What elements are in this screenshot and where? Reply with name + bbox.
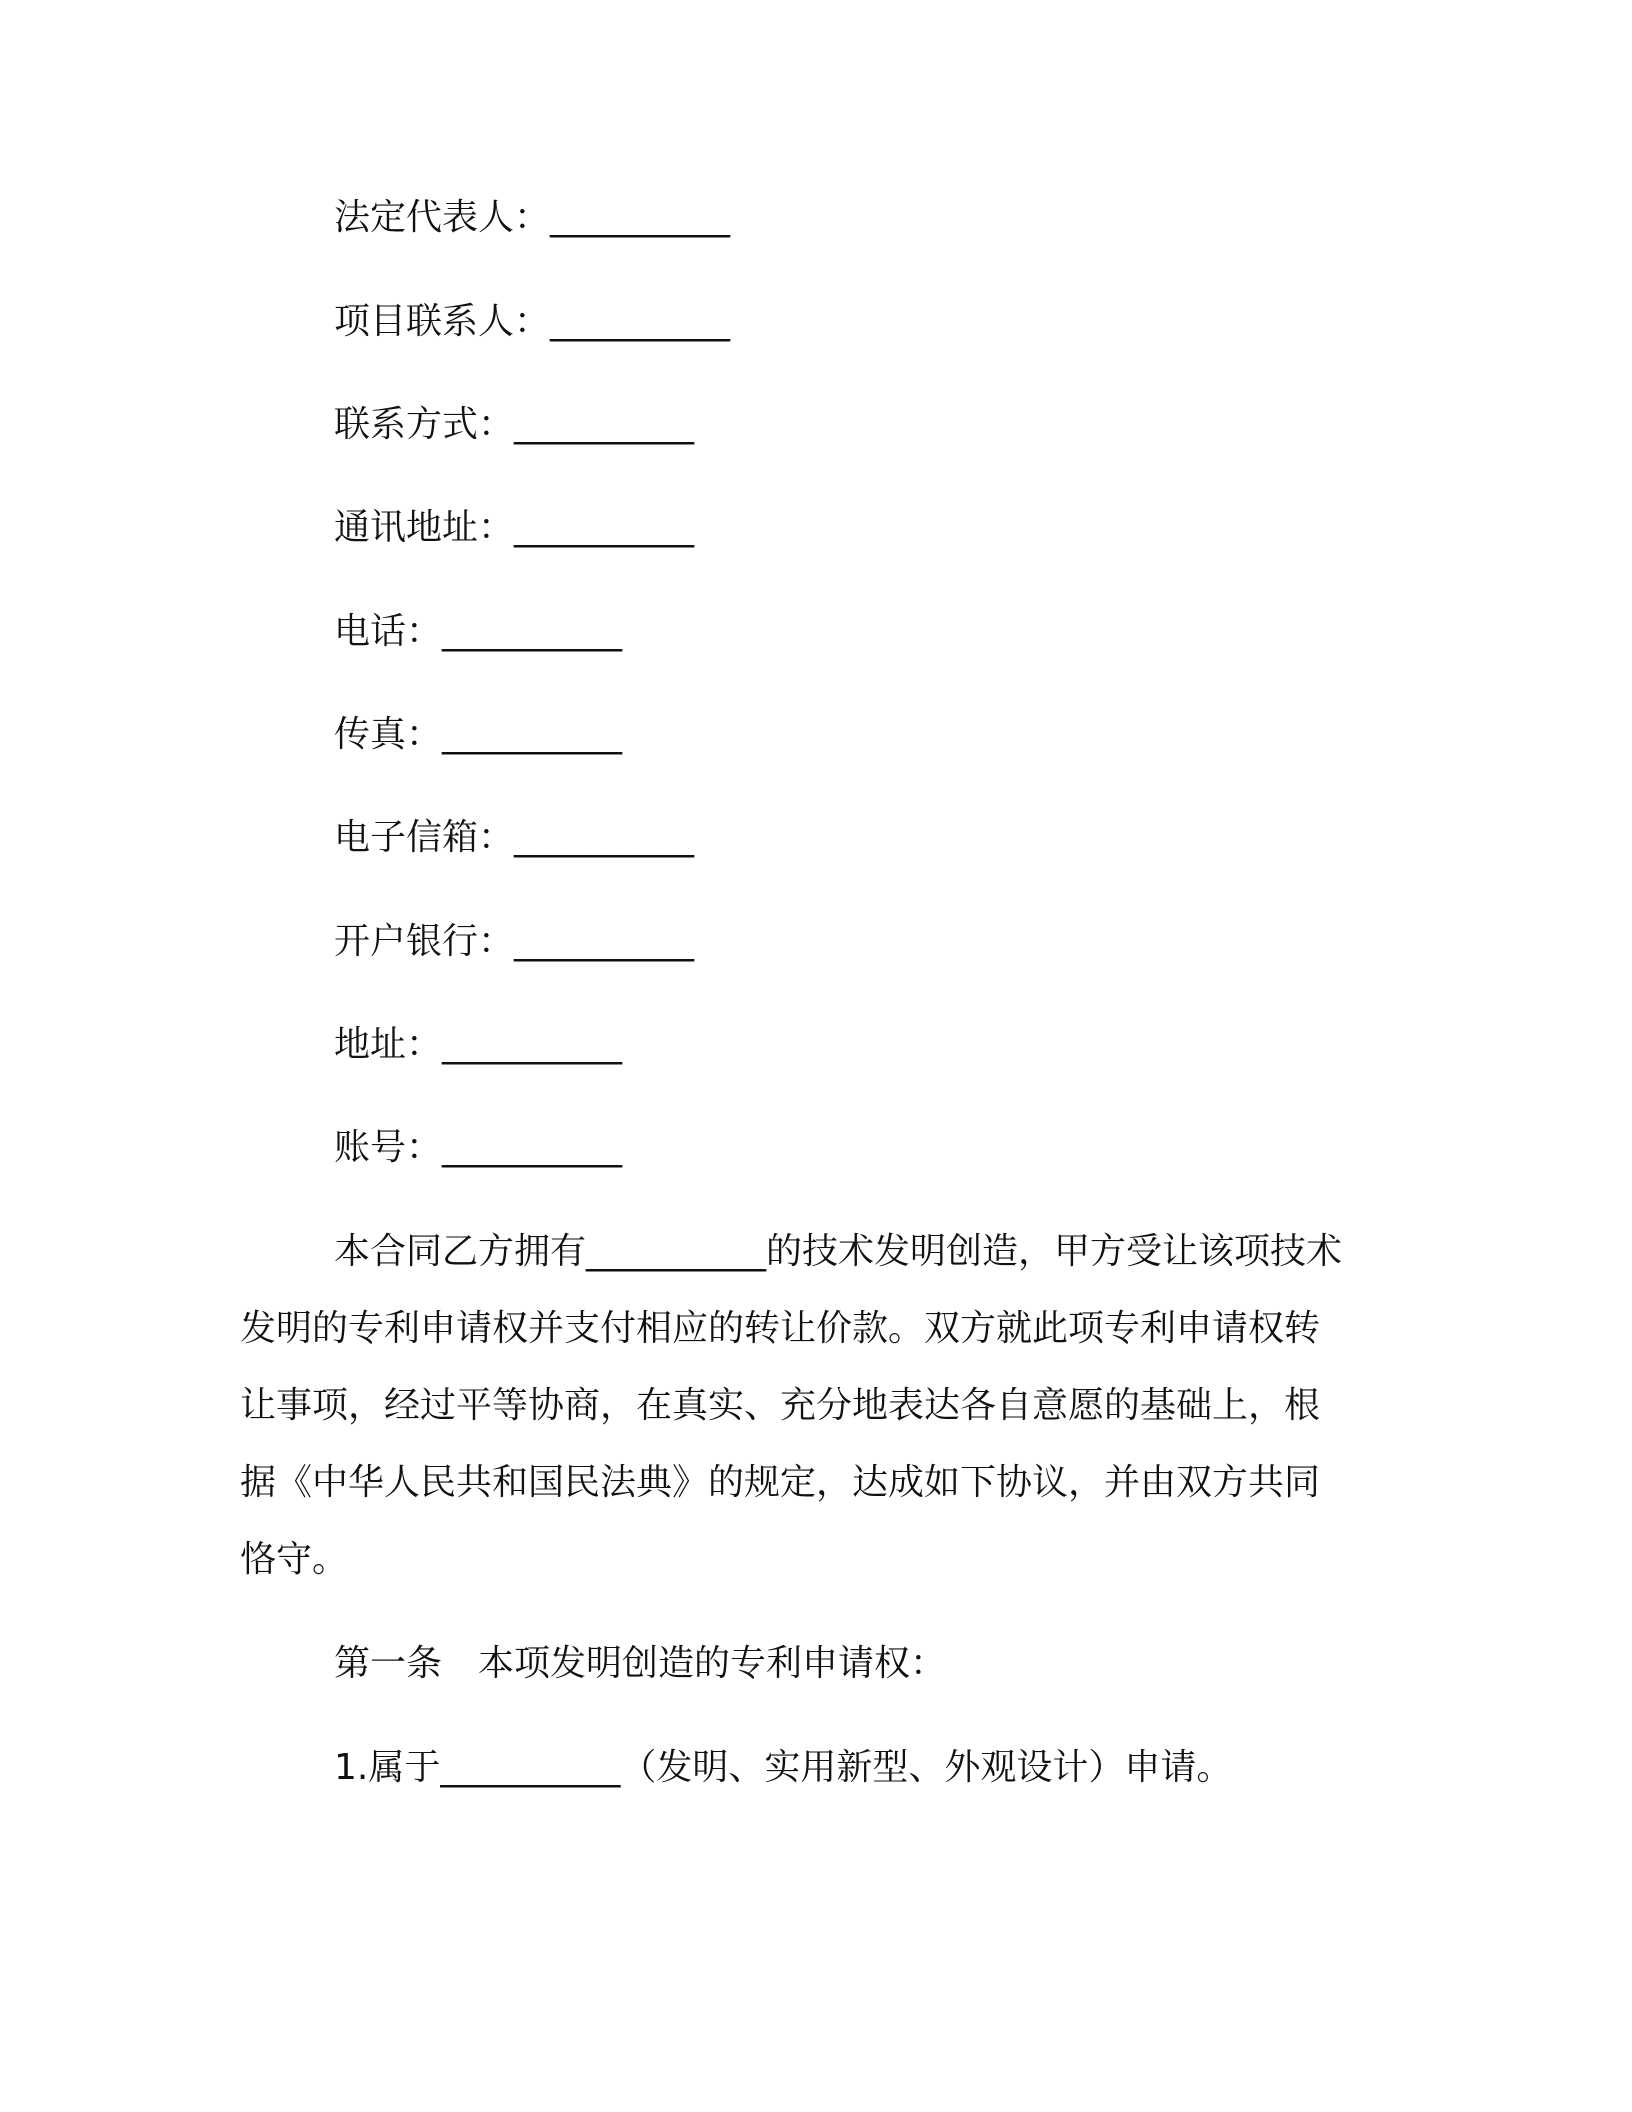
field-blank: __________ [514,404,695,445]
field-label: 通讯地址： [334,507,515,548]
field-blank: __________ [514,817,695,858]
field-label: 电话： [334,611,443,652]
field-bank [334,918,694,966]
field-label: 账号： [334,1127,443,1168]
field-label: 法定代表人： [334,197,551,238]
paragraph-line: 据《中华人民共和国民法典》的规定，达成如下协议，并由双方共同 [240,1462,1321,1503]
field-blank: __________ [442,1024,623,1065]
field-project-contact [334,298,730,346]
field-fax [334,711,622,759]
field-label: 地址： [334,1024,443,1065]
field-label: 开户银行： [334,921,515,962]
field-email [334,814,694,862]
field-blank: __________ [550,301,731,342]
field-account [334,1124,622,1172]
field-legal-representative [334,194,730,242]
field-blank: __________ [442,1127,623,1168]
field-address [334,1021,622,1069]
article-1-item-1: 1.属于__________（发明、实用新型、外观设计）申请。 [334,1747,1233,1788]
paragraph-line: 本合同乙方拥有__________的技术发明创造，甲方受让该项技术 [334,1231,1343,1272]
field-blank: __________ [514,507,695,548]
field-label: 电子信箱： [334,817,515,858]
paragraph-line: 发明的专利申请权并支付相应的转让价款。双方就此项专利申请权转 [240,1308,1321,1349]
field-label: 项目联系人： [334,301,551,342]
field-blank: __________ [550,197,731,238]
field-contact-method [334,401,694,449]
field-blank: __________ [442,611,623,652]
field-label: 传真： [334,714,443,755]
field-label: 联系方式： [334,404,515,445]
paragraph-line: 恪守。 [240,1539,349,1580]
paragraph-line: 让事项，经过平等协商，在真实、充分地表达各自意愿的基础上，根 [240,1385,1321,1426]
article-1-heading: 第一条 本项发明创造的专利申请权： [334,1643,947,1684]
field-mailing-address [334,504,694,552]
field-blank: __________ [514,921,695,962]
field-phone [334,608,622,656]
field-blank: __________ [442,714,623,755]
preamble-paragraph [240,1228,1390,1613]
